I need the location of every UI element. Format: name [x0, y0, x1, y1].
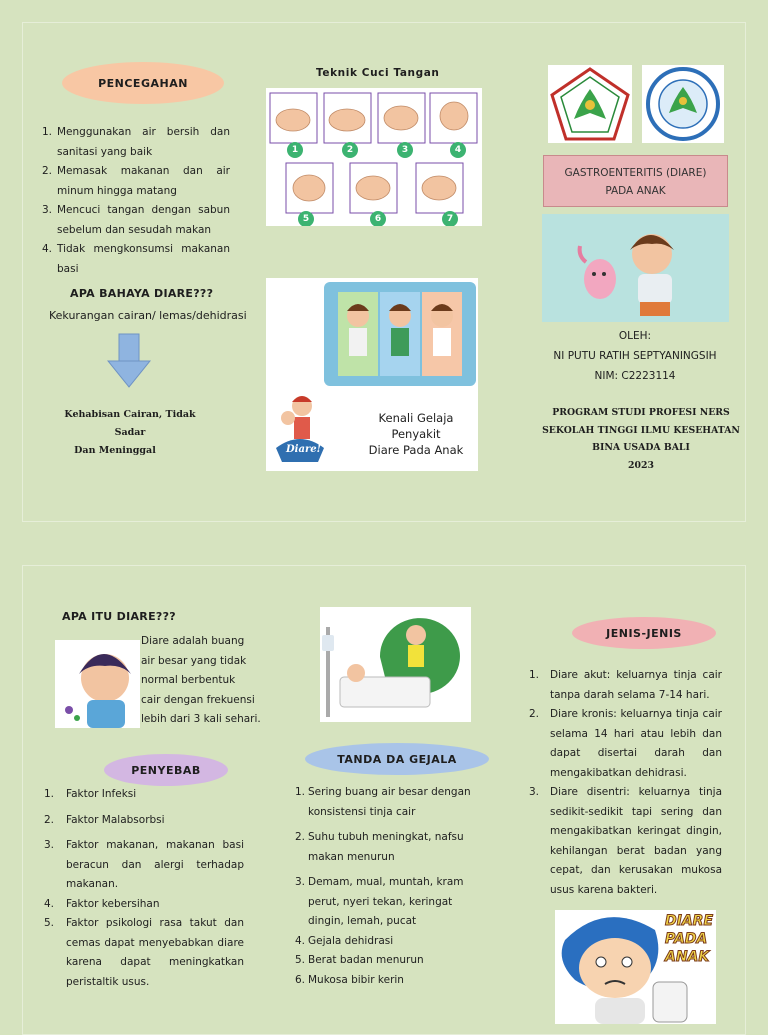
cover-title-line1: GASTROENTERITIS (DIARE) — [564, 167, 707, 179]
bahaya-result-line2: Dan Meninggal — [74, 445, 156, 456]
apa-line: normal berbentuk — [141, 674, 236, 686]
stomach-ache-boy-icon — [542, 214, 729, 322]
cover-nim: NIM: C2223114 — [594, 370, 676, 382]
cover-oleh: OLEH: — [618, 330, 652, 342]
list-item: 2. Memasak makanan dan air minum hingga matang — [42, 165, 230, 197]
arrow-down-icon — [107, 333, 151, 389]
list-item: 3. Demam, mual, muntah, kram perut, nyeri tekan, keringat dingin, lemah, pucat — [295, 876, 464, 927]
list-item: 2. Diare kronis: keluarnya tinja cair selama 14 hari atau lebih dan dapat disertai darah dan mengakibatkan dehidrasi. — [529, 708, 722, 779]
poster-line2: Diare Pada Anak — [368, 443, 464, 457]
cover-prog2: SEKOLAH TINGGI ILMU KESEHATAN — [542, 424, 740, 436]
list-item: 5. Faktor psikologi rasa takut dan cemas dapat menyebabkan diare karena dapat meningkatkan peristaltik usus. — [44, 917, 244, 988]
gejala-poster-image — [266, 278, 478, 471]
tanda-title: TANDA DA GEJALA — [337, 752, 457, 766]
poster-line1: Kenali Gelaja Penyakit — [378, 411, 454, 441]
cover-title-box — [543, 155, 728, 207]
sick-boy-icon — [55, 640, 140, 728]
poster-title — [356, 410, 476, 458]
bahaya-title: APA BAHAYA DIARE??? — [70, 287, 214, 300]
pencegahan-title: PENCEGAHAN — [98, 76, 188, 90]
campus-logo-1 — [548, 65, 632, 143]
list-item: 1. Menggunakan air bersih dan sanitasi yang baik — [42, 126, 230, 158]
sick-in-bed-image — [320, 607, 471, 722]
list-item: 2. Faktor Malabsorbsi — [44, 813, 165, 826]
cover-prog3: BINA USADA BALI — [592, 442, 690, 453]
sick-in-bed-icon — [320, 607, 471, 722]
hand-icon — [266, 88, 482, 226]
step-number: 3 — [401, 145, 409, 155]
cover-institution — [534, 404, 748, 474]
step-number: 2 — [346, 145, 354, 155]
apa-title: APA ITU DIARE??? — [62, 610, 176, 623]
pencegahan-list — [42, 123, 230, 279]
step-number: 7 — [446, 214, 454, 224]
tanda-heading — [305, 743, 489, 775]
sticker-line2: PADA — [665, 931, 708, 947]
cuci-tangan-title: Teknik Cuci Tangan — [316, 67, 440, 79]
step-number: 5 — [302, 214, 310, 224]
list-item: 4. Tidak mengkonsumsi makanan basi — [42, 243, 230, 275]
step-number: 1 — [291, 145, 299, 155]
sticker-line1: DIARE — [665, 913, 714, 929]
penyebab-heading — [104, 754, 228, 786]
list-item: 1. Sering buang air besar dengan konsistensi tinja cair — [295, 786, 471, 818]
jenis-list — [529, 666, 722, 900]
penyebab-list — [44, 785, 244, 992]
handwash-steps-image — [266, 88, 482, 226]
apa-line: cair dengan frekuensi — [141, 693, 255, 706]
list-item: 4. Faktor kebersihan — [44, 897, 160, 910]
list-item: 3. Diare disentri: keluarnya tinja sedikit-sedikit tapi sering dan mengakibatkan keringat dingin, kehilangan berat badan yang cepat, dan kerusakan mukosa usus karena bakteri. — [529, 786, 722, 896]
list-item: 2. Suhu tubuh meningkat, nafsu makan menurun — [295, 831, 464, 863]
cover-title-line2: PADA ANAK — [605, 185, 666, 197]
pentagon-logo-icon — [548, 65, 632, 143]
sticker-line3: ANAK — [665, 949, 710, 965]
apa-line: Diare adalah buang — [141, 635, 245, 647]
tanda-list — [295, 783, 485, 990]
step-number: 6 — [374, 214, 382, 224]
list-item: 6. Mukosa bibir kerin — [295, 973, 404, 986]
cover-author — [540, 326, 730, 386]
jenis-heading — [572, 617, 716, 649]
sticker-text — [665, 912, 713, 966]
apa-description — [141, 632, 261, 730]
bahaya-result-line1: Kehabisan Cairan, Tidak Sadar — [64, 409, 196, 438]
list-item: 3. Mencuci tangan dengan sabun sebelum dan sesudah makan — [42, 204, 230, 236]
sick-boy-image — [55, 640, 140, 728]
list-item: 1. Faktor Infeksi — [44, 788, 137, 800]
diare-pada-anak-sticker — [555, 910, 716, 1024]
pencegahan-heading — [62, 62, 224, 104]
cover-prog1: PROGRAM STUDI PROFESI NERS — [552, 407, 730, 418]
cover-name: NI PUTU RATIH SEPTYANINGSIH — [553, 350, 717, 362]
bahaya-result — [50, 406, 210, 460]
apa-line: air besar yang tidak — [141, 654, 247, 667]
list-item: 1. Diare akut: keluarnya tinja cair tanpa darah selama 7-14 hari. — [529, 669, 722, 701]
list-item: 5. Berat badan menurun — [295, 954, 424, 966]
cover-illustration — [542, 214, 729, 322]
bahaya-sub: Kekurangan cairan/ lemas/dehidrasi — [49, 309, 247, 322]
campus-logo-2 — [642, 65, 724, 143]
step-number: 4 — [454, 145, 462, 155]
poster-badge: Diare! — [286, 444, 321, 455]
cover-year: 2023 — [628, 459, 654, 471]
jenis-title: JENIS-JENIS — [606, 626, 682, 640]
list-item: 3. Faktor makanan, makanan basi beracun dan alergi terhadap makanan. — [44, 839, 244, 890]
circular-logo-icon — [642, 65, 724, 143]
penyebab-title: PENYEBAB — [131, 763, 201, 777]
apa-line: lebih dari 3 kali sehari. — [141, 713, 261, 725]
list-item: 4. Gejala dehidrasi — [295, 934, 394, 947]
